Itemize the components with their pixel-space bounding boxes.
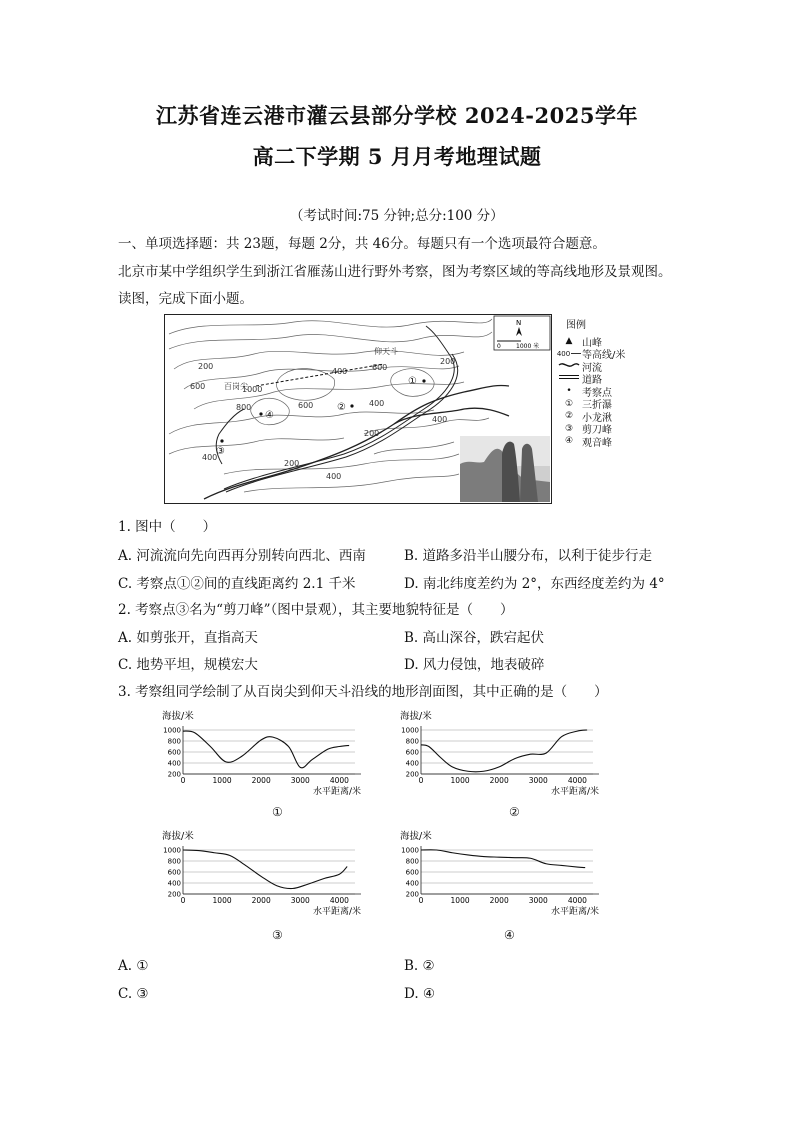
profile-caption-1: ① <box>272 805 283 819</box>
q2-option-b[interactable]: B. 高山深谷，跌宕起伏 <box>404 630 545 646</box>
y-tick-label: 1000 <box>401 726 419 735</box>
map-legend <box>556 316 656 448</box>
legend-symbol: ③ <box>564 423 574 434</box>
x-axis-label: 水平距离/米 <box>312 907 361 917</box>
legend-label: 考察点 <box>582 387 612 399</box>
document-title-line1: 江苏省连云港市灌云县部分学校 2024-2025学年 <box>156 103 638 128</box>
road-legend-icon <box>558 373 580 381</box>
y-tick-label: 1000 <box>401 846 419 855</box>
contour-label: 400 <box>369 399 385 408</box>
y-tick-label: 600 <box>167 868 181 877</box>
legend-symbol: ① <box>564 398 574 409</box>
y-axis-label: 海拔/米 <box>162 711 194 722</box>
river-legend-icon <box>558 361 580 369</box>
q2-option-d[interactable]: D. 风力侵蚀，地表破碎 <box>404 657 545 673</box>
point-1: ① <box>408 376 417 387</box>
x-tick-label: 3000 <box>290 776 310 785</box>
x-tick-label: 1000 <box>212 896 232 905</box>
legend-title: 图例 <box>566 320 586 331</box>
profile-series-line <box>183 731 349 768</box>
y-axis-label: 海拔/米 <box>162 831 194 842</box>
document-title-line2: 高二下学期 5 月月考地理试题 <box>252 144 542 169</box>
x-tick-label: 3000 <box>528 776 548 785</box>
intro-line1: 北京市某中学组织学生到浙江省雁荡山进行野外考察，图为考察区域的等高线地形及景观图。 <box>118 264 672 280</box>
profile-series-line <box>421 850 585 868</box>
legend-symbol <box>556 373 582 384</box>
y-tick-label: 400 <box>167 879 181 888</box>
contour-label: 200 <box>440 357 456 366</box>
contour-label: 200 <box>198 362 214 371</box>
x-tick-label: 1000 <box>212 776 232 785</box>
north-label: N <box>516 319 522 327</box>
x-tick-label: 0 <box>418 776 424 785</box>
profile-caption-4: ④ <box>504 928 515 942</box>
y-tick-label: 400 <box>167 759 181 768</box>
scale-label: 1000 米 <box>516 343 540 350</box>
x-axis-label: 水平距离/米 <box>550 787 599 797</box>
legend-item <box>556 348 656 361</box>
y-axis-label: 海拔/米 <box>400 831 432 842</box>
contour-label: 600 <box>190 382 206 391</box>
x-tick-label: 4000 <box>567 776 587 785</box>
q3-stem: 3. 考察组同学绘制了从百岗尖到仰天斗沿线的地形剖面图，其中正确的是（ ） <box>118 684 608 700</box>
q2-stem: 2. 考察点③名为“剪刀峰”（图中景观），其主要地貌特征是（ ） <box>118 602 514 618</box>
x-tick-label: 3000 <box>290 896 310 905</box>
y-tick-label: 200 <box>405 770 419 779</box>
x-tick-label: 2000 <box>489 896 509 905</box>
y-tick-label: 200 <box>167 890 181 899</box>
y-tick-label: 800 <box>405 737 419 746</box>
legend-item <box>556 360 656 373</box>
y-tick-label: 200 <box>167 770 181 779</box>
profile-chart-3 <box>160 828 370 920</box>
q3-option-d[interactable]: D. ④ <box>404 986 436 1002</box>
legend-symbol <box>556 349 582 359</box>
q3-option-a[interactable]: A. ① <box>118 958 149 974</box>
contour-label: 400 <box>326 472 342 481</box>
x-tick-label: 4000 <box>329 776 349 785</box>
q1-option-b[interactable]: B. 道路多沿半山腰分布，以利于徒步行走 <box>404 548 653 564</box>
legend-label: 河流 <box>582 362 602 374</box>
x-tick-label: 0 <box>180 896 186 905</box>
profile-chart-4 <box>398 828 608 920</box>
profile-chart-2 <box>398 708 608 800</box>
y-tick-label: 600 <box>405 868 419 877</box>
y-tick-label: 800 <box>167 737 181 746</box>
contour-label: 400 <box>332 367 348 376</box>
x-tick-label: 1000 <box>450 776 470 785</box>
place-baigangjian: 百岗尖 <box>224 382 248 391</box>
y-tick-label: 400 <box>405 759 419 768</box>
x-tick-label: 2000 <box>251 776 271 785</box>
contour-label: 400 <box>432 415 448 424</box>
y-tick-label: 1000 <box>163 726 181 735</box>
legend-label: 山峰 <box>582 337 602 349</box>
q1-option-c[interactable]: C. 考察点①②间的直线距离约 2.1 千米 <box>118 576 356 592</box>
exam-info: （考试时间:75 分钟;总分:100 分） <box>290 208 504 224</box>
contour-label: 600 <box>372 363 388 372</box>
y-tick-label: 800 <box>405 857 419 866</box>
legend-label: 等高线/米 <box>582 350 626 362</box>
profile-caption-3: ③ <box>272 928 283 942</box>
point-4: ④ <box>265 410 274 421</box>
q3-option-b[interactable]: B. ② <box>404 958 435 974</box>
q1-option-a[interactable]: A. 河流流向先向西再分别转向西北、西南 <box>118 548 366 564</box>
contour-map <box>164 314 552 504</box>
x-tick-label: 4000 <box>329 896 349 905</box>
legend-item <box>556 435 656 448</box>
q3-option-c[interactable]: C. ③ <box>118 986 149 1002</box>
contour-label: 800 <box>236 403 252 412</box>
x-tick-label: 1000 <box>450 896 470 905</box>
profile-series-line <box>421 730 587 772</box>
legend-label: 观音峰 <box>582 437 612 449</box>
q1-stem: 1. 图中（ ） <box>118 519 217 535</box>
profile-chart-1 <box>160 708 370 800</box>
legend-symbol <box>556 361 582 372</box>
y-tick-label: 1000 <box>163 846 181 855</box>
legend-symbol: ▲ <box>565 336 573 347</box>
y-tick-label: 400 <box>405 879 419 888</box>
legend-label: 小龙湫 <box>582 412 612 424</box>
y-tick-label: 600 <box>405 748 419 757</box>
contour-label: 200 <box>284 459 300 468</box>
contour-label: 200 <box>364 429 380 438</box>
contour-label: 1000 <box>242 385 263 394</box>
intro-line2: 读图，完成下面小题。 <box>118 291 253 307</box>
legend-symbol: • <box>566 386 572 397</box>
y-tick-label: 600 <box>167 748 181 757</box>
x-tick-label: 2000 <box>489 776 509 785</box>
contour-label: 600 <box>298 401 314 410</box>
legend-label: 剪刀峰 <box>582 425 612 437</box>
profile-caption-2: ② <box>509 805 520 819</box>
x-tick-label: 2000 <box>251 896 271 905</box>
y-tick-label: 200 <box>405 890 419 899</box>
point-2: ② <box>337 402 346 413</box>
scale-zero: 0 <box>497 343 501 350</box>
x-tick-label: 0 <box>180 776 186 785</box>
q2-option-c[interactable]: C. 地势平坦，规模宏大 <box>118 657 258 673</box>
legend-label: 三折瀑 <box>582 400 612 412</box>
point-3: ③ <box>216 446 225 457</box>
place-yangtiandou: 仰天斗 <box>374 347 398 356</box>
scenery-photo <box>460 436 550 502</box>
x-axis-label: 水平距离/米 <box>312 787 361 797</box>
x-tick-label: 4000 <box>567 896 587 905</box>
y-axis-label: 海拔/米 <box>400 711 432 722</box>
section-title: 一、单项选择题：共 23题，每题 2分，共 46分。每题只有一个选项最符合题意。 <box>118 236 606 252</box>
scale-box <box>494 316 550 350</box>
legend-symbol-text: 400 <box>556 349 571 358</box>
q1-option-d[interactable]: D. 南北纬度差约为 2°，东西经度差约为 4° <box>404 576 665 592</box>
x-axis-label: 水平距离/米 <box>550 907 599 917</box>
contour-label: 400 <box>202 453 218 462</box>
legend-label: 道路 <box>582 375 602 387</box>
y-tick-label: 800 <box>167 857 181 866</box>
q2-option-a[interactable]: A. 如剪张开，直指高天 <box>118 630 258 646</box>
x-tick-label: 3000 <box>528 896 548 905</box>
legend-symbol: ② <box>564 411 574 422</box>
legend-symbol: ④ <box>564 436 574 447</box>
x-tick-label: 0 <box>418 896 424 905</box>
